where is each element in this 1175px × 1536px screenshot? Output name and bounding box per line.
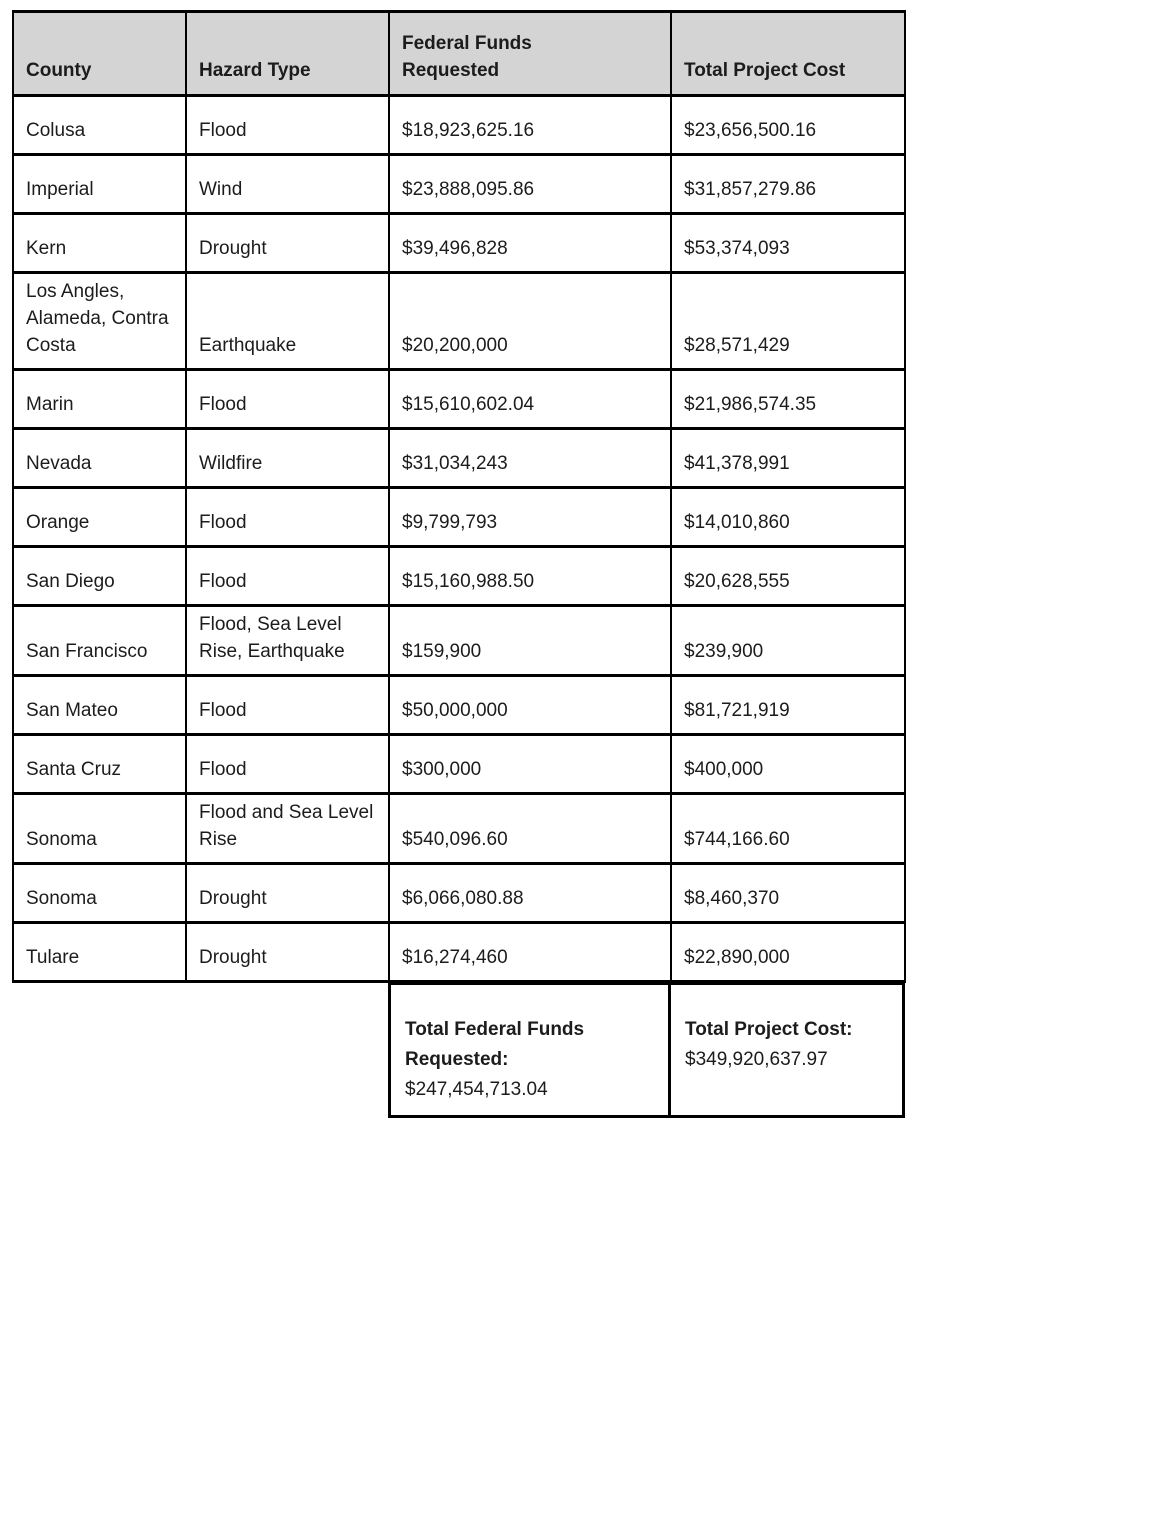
hazard-cell: Earthquake: [186, 273, 389, 370]
funding-table-body: [13, 96, 905, 982]
federal-funds-header: [389, 12, 671, 96]
county-cell: Tulare: [13, 923, 186, 982]
federal-funds-cell: $39,496,828: [389, 214, 671, 273]
county-cell: Marin: [13, 370, 186, 429]
county-cell: Imperial: [13, 155, 186, 214]
county-cell: San Mateo: [13, 676, 186, 735]
hazard-cell: Flood, Sea Level Rise, Earthquake: [186, 606, 389, 676]
hazard-type-header: [186, 12, 389, 96]
total-project-cost-value: $349,920,637.97: [685, 1049, 828, 1070]
federal-funds-header-label: Federal Funds Requested: [402, 33, 532, 81]
header-row: [13, 12, 905, 96]
hazard-cell: Flood: [186, 488, 389, 547]
table-row: [13, 864, 905, 923]
table-row: [13, 794, 905, 864]
county-cell: Los Angles, Alameda, Contra Costa: [13, 273, 186, 370]
county-cell: Nevada: [13, 429, 186, 488]
hazard-cell: Drought: [186, 923, 389, 982]
total-cost-cell: $14,010,860: [671, 488, 905, 547]
county-cell: Santa Cruz: [13, 735, 186, 794]
total-federal-funds-value: $247,454,713.04: [405, 1079, 548, 1100]
total-project-cost-label: Total Project Cost:: [685, 1019, 853, 1040]
table-row: [13, 606, 905, 676]
federal-funds-cell: $9,799,793: [389, 488, 671, 547]
hazard-cell: Flood and Sea Level Rise: [186, 794, 389, 864]
hazard-cell: Wildfire: [186, 429, 389, 488]
table-row: [13, 273, 905, 370]
total-cost-cell: $400,000: [671, 735, 905, 794]
total-cost-cell: $23,656,500.16: [671, 96, 905, 155]
federal-funds-cell: $50,000,000: [389, 676, 671, 735]
table-row: [13, 923, 905, 982]
hazard-cell: Wind: [186, 155, 389, 214]
total-cost-cell: $22,890,000: [671, 923, 905, 982]
total-cost-cell: $20,628,555: [671, 547, 905, 606]
totals-row: [390, 984, 904, 1117]
funding-table-header: [13, 12, 905, 96]
county-header-label: County: [26, 60, 92, 81]
federal-funds-cell: $23,888,095.86: [389, 155, 671, 214]
county-cell: San Diego: [13, 547, 186, 606]
county-cell: San Francisco: [13, 606, 186, 676]
total-cost-cell: $53,374,093: [671, 214, 905, 273]
table-row: [13, 370, 905, 429]
table-row: [13, 214, 905, 273]
table-row: [13, 429, 905, 488]
federal-funds-cell: $18,923,625.16: [389, 96, 671, 155]
federal-funds-cell: $31,034,243: [389, 429, 671, 488]
federal-funds-cell: $300,000: [389, 735, 671, 794]
total-project-cost-header-label: Total Project Cost: [684, 60, 846, 81]
federal-funds-cell: $6,066,080.88: [389, 864, 671, 923]
federal-funds-cell: $15,610,602.04: [389, 370, 671, 429]
funding-table: [12, 10, 906, 983]
federal-funds-cell: $159,900: [389, 606, 671, 676]
total-cost-cell: $28,571,429: [671, 273, 905, 370]
total-federal-funds-label: Total Federal Funds Requested:: [405, 1019, 585, 1070]
total-project-cost-cell: [670, 984, 904, 1117]
hazard-cell: Flood: [186, 96, 389, 155]
hazard-cell: Flood: [186, 370, 389, 429]
county-header: [13, 12, 186, 96]
hazard-cell: Flood: [186, 676, 389, 735]
total-project-cost-header: [671, 12, 905, 96]
table-row: [13, 735, 905, 794]
total-cost-cell: $31,857,279.86: [671, 155, 905, 214]
hazard-cell: Drought: [186, 864, 389, 923]
table-row: [13, 155, 905, 214]
table-row: [13, 96, 905, 155]
federal-funds-cell: $540,096.60: [389, 794, 671, 864]
county-cell: Sonoma: [13, 794, 186, 864]
totals-table: [388, 982, 905, 1118]
federal-funds-cell: $16,274,460: [389, 923, 671, 982]
total-cost-cell: $21,986,574.35: [671, 370, 905, 429]
table-row: [13, 676, 905, 735]
total-cost-cell: $81,721,919: [671, 676, 905, 735]
total-cost-cell: $744,166.60: [671, 794, 905, 864]
federal-funds-cell: $20,200,000: [389, 273, 671, 370]
hazard-cell: Flood: [186, 547, 389, 606]
county-cell: Colusa: [13, 96, 186, 155]
hazard-type-header-label: Hazard Type: [199, 60, 311, 81]
hazard-cell: Drought: [186, 214, 389, 273]
total-cost-cell: $239,900: [671, 606, 905, 676]
total-cost-cell: $8,460,370: [671, 864, 905, 923]
hazard-cell: Flood: [186, 735, 389, 794]
county-cell: Orange: [13, 488, 186, 547]
total-federal-funds-cell: [390, 984, 670, 1117]
county-cell: Sonoma: [13, 864, 186, 923]
table-row: [13, 547, 905, 606]
table-row: [13, 488, 905, 547]
total-cost-cell: $41,378,991: [671, 429, 905, 488]
county-cell: Kern: [13, 214, 186, 273]
federal-funds-cell: $15,160,988.50: [389, 547, 671, 606]
